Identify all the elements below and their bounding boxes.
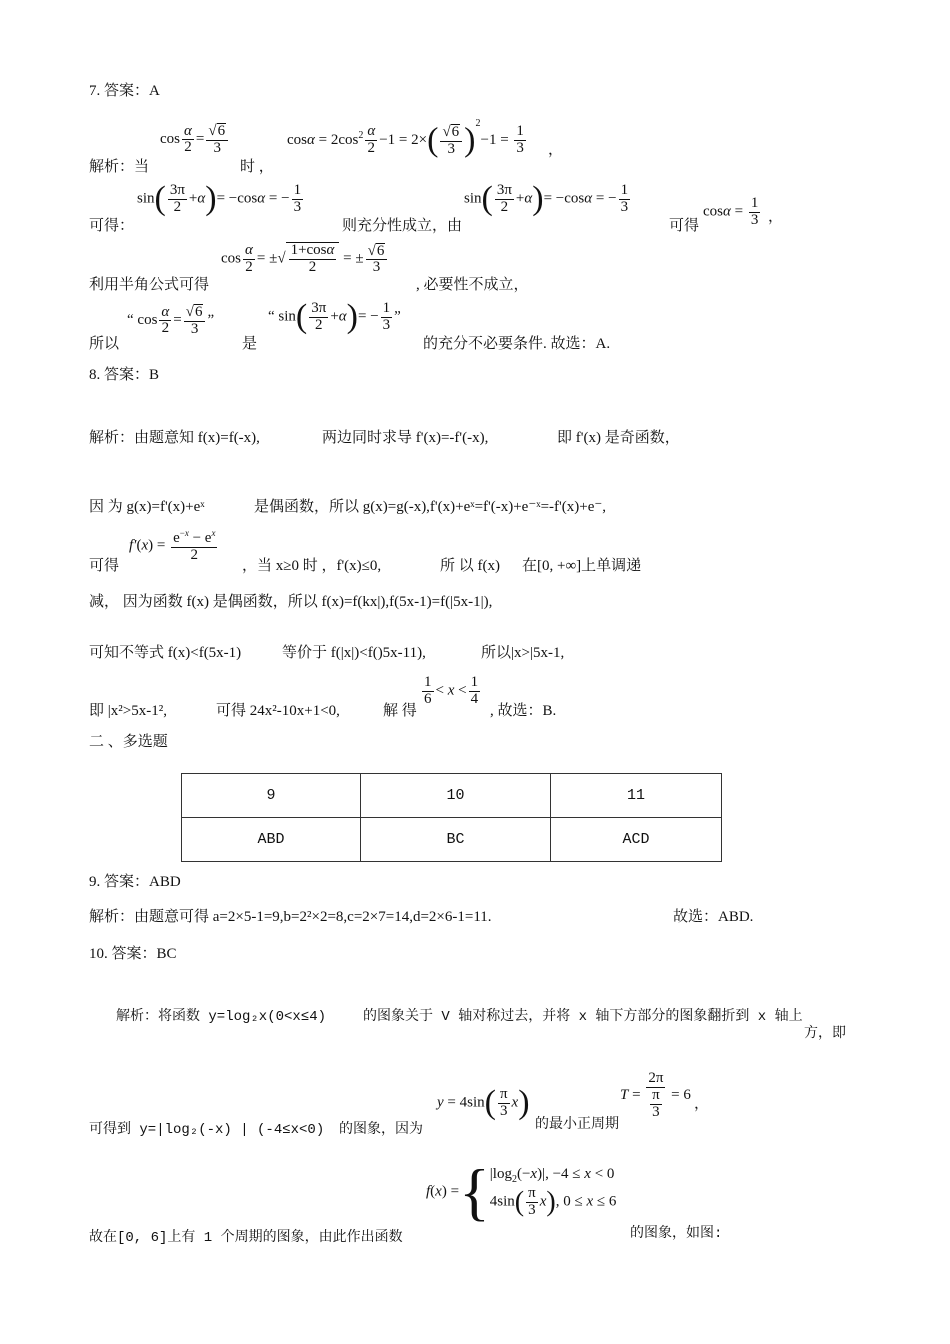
- q10-line2-end: ，: [694, 1096, 710, 1112]
- q10-line1c: 方，即: [804, 1026, 846, 1042]
- answer-table-cell: ACD: [551, 818, 722, 862]
- answer-table-header: 11: [551, 774, 722, 818]
- q7-formula-sin-shift-2: sin( $\frac{3\pi}{2}$ +α)= −cosα = − $\frac{1}{3}$: [464, 180, 629, 217]
- q8-line1c: 即 f'(x) 是奇函数，: [557, 430, 680, 446]
- q8-formula-derivative: f′(x) = $\frac{e^{-x} - e^x}{2}$: [129, 528, 216, 563]
- q8-line3-mid: ，当 x≥0 时 ，f'(x)≤0,: [242, 558, 382, 574]
- q7-line2-end: ，: [768, 209, 784, 225]
- q7-line1-mid: 时 ，: [240, 159, 274, 175]
- q7-line1-prefix: 解析：当: [89, 159, 150, 175]
- answer-table: [181, 773, 722, 862]
- q7-formula-sin-shift-1: sin( $\frac{3\pi}{2}$ +α)= −cosα = − $\frac{1}{3}$: [137, 180, 302, 217]
- q7-formula-condition-1: “ cos $\frac{\alpha}{2}$ = $\frac{√6}{3}$ ”: [127, 303, 215, 337]
- q8-line5b: 等价于 f(|x|)<f()5x-11),: [282, 645, 426, 661]
- q7-formula-cos-half: cos $\frac{\alpha}{2}$ = $\frac{√6}{3}$: [160, 123, 230, 157]
- q10-formula-period: T = $\frac{2\pi}{\frac{\pi}{3}}$ = 6: [620, 1070, 691, 1120]
- q8-line6b: 可得 24x²-10x+1<0,: [216, 703, 340, 719]
- q8-line1b: 两边同时求导 f'(x)=-f'(-x),: [322, 430, 489, 446]
- q10-line3-end: 的图象，如图:: [630, 1226, 723, 1242]
- q7-line3-end: , 必要性不成立，: [416, 277, 529, 293]
- section-multiple-choice: 二 、多选题: [89, 734, 168, 750]
- q9-line1-end: 故选：ABD.: [673, 909, 754, 925]
- q8-line2b: 是偶函数，所以 g(x)=g(-x),f'(x)+eˣ=f'(-x)+e⁻ˣ=-f'(x)+e⁻,: [254, 499, 607, 515]
- q10-formula-piecewise: f(x) ={ $|\log_2(-x)|$, −4 ≤ x < 0 4sin( $\frac{\pi}{3}$ x), 0 ≤ x ≤ 6: [426, 1156, 617, 1227]
- q7-line4-mid: 是: [242, 336, 258, 352]
- q8-formula-interval: $\frac{1}{6}$ < x < $\frac{1}{4}$: [424, 674, 479, 707]
- q8-line4: 减， 因为函数 f(x) 是偶函数，所以 f(x)=f(kx|),f(5x-1)=f(|5x-1|),: [89, 594, 493, 610]
- q8-line6c: 解 得: [383, 703, 417, 719]
- q9-answer: 9. 答案：ABD: [89, 874, 181, 890]
- q7-formula-double-angle: $\cos\alpha = 2\cos^2$ $\frac{\alpha}{2}$ −1 = 2×( $\frac{√6}{3}$ )$^2$−1 = $\frac{1}{3}$: [287, 118, 524, 159]
- q10-formula-sine: y = 4sin( $\frac{\pi}{3}$ x): [437, 1084, 530, 1121]
- q10-line3: 故在[0, 6]上有 1 个周期的图象，由此作出函数: [89, 1230, 403, 1246]
- q7-line3-prefix: 利用半角公式可得: [89, 277, 210, 293]
- q7-line2-prefix: 可得：: [89, 218, 135, 234]
- q10-line2-mid: 的最小正周期: [535, 1117, 619, 1133]
- q8-line1: 解析：由题意知 f(x)=f(-x),: [89, 430, 260, 446]
- q8-answer: 8. 答案：B: [89, 367, 160, 383]
- q8-line3-prefix: 可得: [89, 558, 120, 574]
- answer-table-header: 10: [361, 774, 551, 818]
- q8-line5c: 所以|x>|5x-1,: [481, 645, 565, 661]
- q7-formula-condition-2: “ sin( $\frac{3\pi}{2}$ +α)= − $\frac{1}{3}$ ”: [268, 298, 401, 335]
- q7-answer: 7. 答案：A: [89, 83, 160, 99]
- answer-table-header-row: [182, 774, 722, 818]
- q8-line5: 可知不等式 f(x)<f(5x-1): [89, 645, 242, 661]
- q7-line2-mid: 则充分性成立，由: [342, 218, 463, 234]
- q8-line6-end: , 故选：B.: [490, 703, 557, 719]
- q8-line6: 即 |x²>5x-1²,: [89, 703, 167, 719]
- q10-line1: 解析：将函数 y=log₂x(0<x≤4): [116, 1009, 327, 1025]
- q7-line1-end: ，: [548, 142, 564, 158]
- q7-line4-end: 的充分不必要条件. 故选：A.: [423, 336, 611, 352]
- q7-formula-half-angle: cos $\frac{\alpha}{2}$ = ±√ $\frac{1+\cos\alpha}{2}$ = ± $\frac{√6}{3}$: [221, 242, 389, 276]
- q8-line2: 因 为 g(x)=f'(x)+eˣ: [89, 499, 205, 515]
- answer-table-value-row: [182, 818, 722, 862]
- q10-line2: 可得到 y=|log₂(-x) | (-4≤x<0): [89, 1122, 325, 1138]
- q10-line2b: 的图象，因为: [339, 1122, 423, 1138]
- q7-line4-prefix: 所以: [89, 336, 120, 352]
- answer-table-cell: BC: [361, 818, 551, 862]
- q10-line1b: 的图象关于 V 轴对称过去，并将 x 轴下方部分的图象翻折到 x 轴上: [363, 1009, 803, 1025]
- q7-line2-mid2: 可得: [669, 218, 700, 234]
- q8-line3-end: 在[0, +∞]上单调递: [522, 558, 642, 574]
- answer-table-header: 9: [182, 774, 361, 818]
- q8-line3-mid2: 所 以 f(x): [440, 558, 500, 574]
- q9-line1: 解析：由题意可得 a=2×5-1=9,b=2²×2=8,c=2×7=14,d=2×6-1=11.: [89, 909, 492, 925]
- q7-formula-cos-third: cosα = $\frac{1}{3}$: [703, 195, 759, 228]
- q10-answer: 10. 答案：BC: [89, 946, 177, 962]
- answer-table-cell: ABD: [182, 818, 361, 862]
